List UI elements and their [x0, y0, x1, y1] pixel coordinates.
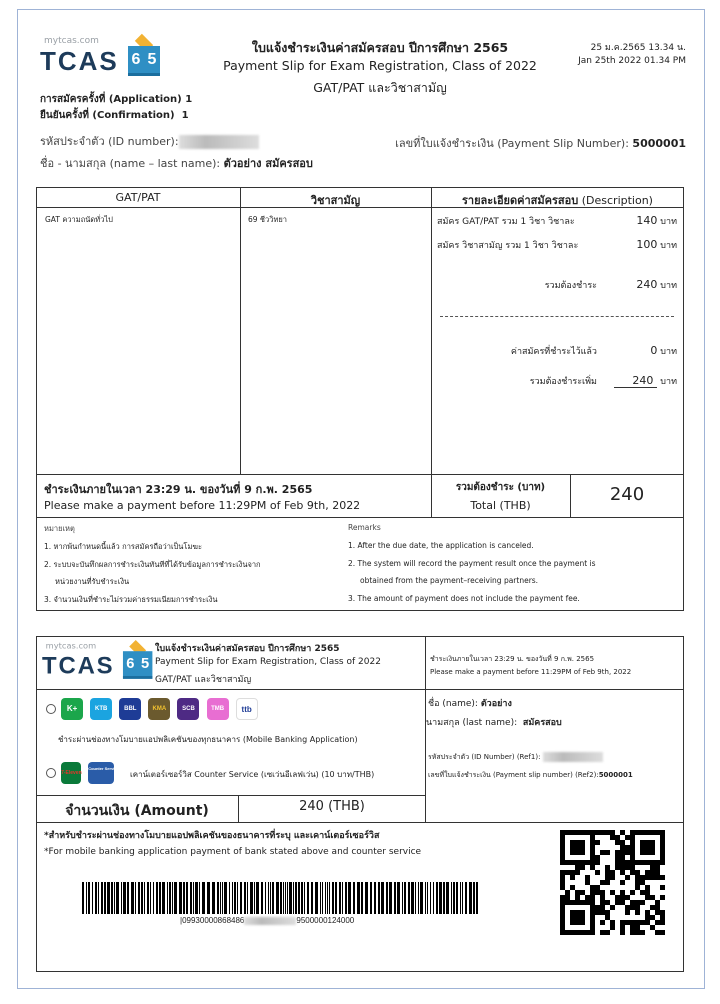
- barcode-bar: [381, 882, 384, 914]
- logo-text: TCAS: [40, 46, 119, 76]
- barcode-bar: [415, 882, 416, 914]
- barcode-bar: [460, 882, 461, 914]
- application-count: การสมัครครั้งที่ (Application) 1: [40, 94, 193, 105]
- barcode-bar: [427, 882, 428, 914]
- barcode-bar: [114, 882, 115, 914]
- barcode-bar: [162, 882, 165, 914]
- barcode-bar: [327, 882, 328, 914]
- remark-th-3: 3. จำนวนเงินที่ชำระไม่รวมค่าธรรมเนียมการชำระเงิน: [44, 595, 218, 604]
- desc-line-saman: สมัคร วิชาสามัญ รวม 1 วิชา วิชาละ 100 บาท: [437, 238, 677, 251]
- barcode-bar: [462, 882, 463, 914]
- slip-deadline-th: ชำระเงินภายในเวลา 23:29 น. ของวันที่ 9 ก.พ. 2565: [430, 655, 595, 663]
- barcode-bar: [287, 882, 288, 914]
- barcode-bar: [212, 882, 215, 914]
- barcode-bar: [101, 882, 103, 914]
- slip-lastname: นามสกุล (last name): สมัครสอบ: [426, 718, 562, 728]
- tcas-logo: [40, 36, 160, 88]
- barcode-bar: [193, 882, 194, 914]
- mobile-banking-label: ชำระผ่านช่องทางโมบายแอปพลิเคชันของทุกธนาคาร (Mobile Banking Application): [58, 735, 358, 744]
- barcode-bar: [82, 882, 84, 914]
- barcode-bar: [272, 882, 274, 914]
- divider-dashed: [440, 316, 674, 317]
- barcode-bar: [315, 882, 318, 914]
- amount-value: 240 (THB): [299, 799, 365, 814]
- barcode-bar: [389, 882, 392, 914]
- barcode-bar: [217, 882, 219, 914]
- remark-en-1: 1. After the due date, the application is canceled.: [348, 541, 534, 550]
- barcode-bar: [451, 882, 452, 914]
- krungsri-logo-icon: KMA: [148, 698, 170, 720]
- counter-service-label: เคาน์เตอร์เซอร์วิส Counter Service (เซเว่นอีเลฟเว่น) (10 บาท/THB): [130, 770, 375, 779]
- title-th: ใบแจ้งชำระเงินค่าสมัครสอบ ปีการศึกษา 2565: [251, 40, 509, 55]
- barcode-bar: [394, 882, 396, 914]
- barcode-bar: [332, 882, 334, 914]
- barcode-bar: [234, 882, 236, 914]
- confirmation-count: ยืนยันครั้งที่ (Confirmation) 1: [40, 110, 189, 121]
- qr-module: [660, 930, 665, 935]
- barcode-bar: [293, 882, 294, 914]
- barcode-bar: [289, 882, 292, 914]
- mobile-banking-radio[interactable]: [46, 704, 56, 714]
- barcode-bar: [404, 882, 406, 914]
- slip-title-en: Payment Slip for Exam Registration, Class of 2022: [155, 657, 381, 667]
- barcode-bar: [254, 882, 255, 914]
- mobile-banking-option[interactable]: [46, 698, 260, 720]
- barcode-bar: [169, 882, 171, 914]
- barcode-bar: [261, 882, 263, 914]
- barcode-bar: [345, 882, 347, 914]
- barcode-bar: [430, 882, 431, 914]
- barcode-bar: [202, 882, 205, 914]
- deadline-th: ชำระเงินภายในเวลา 23:29 น. ของวันที่ 9 ก.พ. 2565: [44, 483, 313, 496]
- barcode-bar: [159, 882, 161, 914]
- barcode-bar: [295, 882, 297, 914]
- barcode-bar: [402, 882, 403, 914]
- barcode-bar: [420, 882, 423, 914]
- barcode-text: |09930000868486 9500000124000: [180, 916, 355, 925]
- slip-ref1: รหัสประจำตัว (ID Number) (Ref1):: [428, 752, 603, 763]
- barcode-bar: [256, 882, 259, 914]
- barcode-bar: [443, 882, 445, 914]
- barcode-bar: [353, 882, 355, 914]
- barcode-bar: [361, 882, 363, 914]
- barcode-bar: [95, 882, 97, 914]
- title-en: Payment Slip for Exam Registration, Class of 2022: [223, 58, 537, 73]
- ttb-logo-icon: ttb: [236, 698, 258, 720]
- date-en: Jan 25th 2022 01.34 PM: [578, 56, 686, 66]
- barcode-bar: [335, 882, 337, 914]
- barcode-bar: [307, 882, 309, 914]
- remark-en-3: 3. The amount of payment does not include the payment fee.: [348, 594, 580, 603]
- barcode-bar: [325, 882, 326, 914]
- barcode-bar: [121, 882, 122, 914]
- slip-title-th: ใบแจ้งชำระเงินค่าสมัครสอบ ปีการศึกษา 2565: [155, 644, 340, 654]
- barcode-bar: [408, 882, 410, 914]
- slip-logo-book-icon: 6 5: [123, 651, 152, 679]
- applicant-name: ชื่อ - นามสกุล (name – last name): ตัวอย่าง สมัครสอบ: [40, 157, 313, 170]
- remark-en-2: 2. The system will record the payment result once the payment is: [348, 559, 596, 568]
- barcode-bar: [116, 882, 119, 914]
- barcode-bar: [357, 882, 360, 914]
- barcode-bar: [473, 882, 475, 914]
- barcode-bar: [298, 882, 300, 914]
- payment-qr-code: [560, 830, 665, 935]
- barcode-bar: [244, 882, 246, 914]
- barcode-bar: [179, 882, 182, 914]
- slip-deadline-en: Please make a payment before 11:29PM of Feb 9th, 2022: [430, 668, 632, 676]
- bbl-logo-icon: BBL: [119, 698, 141, 720]
- barcode-bar: [456, 882, 458, 914]
- barcode-bar: [280, 882, 282, 914]
- barcode-bar: [195, 882, 198, 914]
- barcode-bar: [220, 882, 221, 914]
- barcode-bar: [98, 882, 99, 914]
- saman-item: 69 ชีววิทยา: [248, 215, 287, 224]
- seven-eleven-logo-icon: 7-Eleven: [61, 762, 81, 784]
- total-label-th: รวมต้องชำระ (บาท): [455, 482, 546, 493]
- barcode-bar: [237, 882, 238, 914]
- total-value: 240: [609, 484, 645, 505]
- barcode-bar: [320, 882, 321, 914]
- barcode-bar: [433, 882, 434, 914]
- barcode-bar: [144, 882, 145, 914]
- barcode-bar: [127, 882, 129, 914]
- payment-slip-number: เลขที่ใบแจ้งชำระเงิน (Payment Slip Number): 5000001: [395, 137, 686, 150]
- barcode-bar: [107, 882, 110, 914]
- slip-tcas-logo: mytcas.com TCAS 6 5: [42, 642, 152, 690]
- barcode-bar: [86, 882, 87, 914]
- kbank-logo-icon: K+: [61, 698, 83, 720]
- barcode-bar: [104, 882, 106, 914]
- gatpat-item: GAT ความถนัดทั่วไป: [45, 215, 113, 224]
- col-description-header: รายละเอียดค่าสมัครสอบ (Description): [462, 194, 653, 207]
- barcode-redacted: [244, 917, 296, 925]
- barcode-bar: [156, 882, 158, 914]
- barcode-bar: [240, 882, 242, 914]
- counter-service-radio[interactable]: [46, 768, 56, 778]
- barcode-bar: [304, 882, 305, 914]
- remarks-th-title: หมายเหตุ: [44, 524, 75, 533]
- id-number: รหัสประจำตัว (ID number):: [40, 132, 259, 150]
- barcode-bar: [265, 882, 266, 914]
- barcode-bar: [199, 882, 200, 914]
- ref1-redacted: [543, 752, 603, 762]
- slip-name: ชื่อ (name): ตัวอย่าง: [428, 699, 512, 709]
- barcode-bar: [329, 882, 330, 914]
- barcode-bar: [469, 882, 472, 914]
- barcode-bar: [268, 882, 269, 914]
- barcode-bar: [247, 882, 248, 914]
- barcode-bar: [111, 882, 113, 914]
- barcode-bar: [301, 882, 303, 914]
- amount-label: จำนวนเงิน (Amount): [65, 803, 209, 819]
- remark-th-1: 1. หากพ้นกำหนดนี้แล้ว การสมัครถือว่าเป็นโมฆะ: [44, 542, 202, 551]
- scb-logo-icon: SCB: [177, 698, 199, 720]
- deadline-en: Please make a payment before 11:29PM of Feb 9th, 2022: [44, 499, 361, 512]
- barcode-bar: [153, 882, 154, 914]
- barcode-bar: [348, 882, 351, 914]
- barcode-bar: [439, 882, 442, 914]
- logo-site: mytcas.com: [44, 36, 99, 46]
- barcode-bar: [186, 882, 188, 914]
- barcode-bar: [224, 882, 227, 914]
- date-th: 25 ม.ค.2565 13.34 น.: [590, 43, 686, 53]
- note-en: *For mobile banking application payment of bank stated above and counter service: [44, 847, 422, 857]
- barcode-bar: [172, 882, 173, 914]
- barcode-bar: [283, 882, 284, 914]
- barcode-bar: [207, 882, 210, 914]
- barcode-bar: [465, 882, 467, 914]
- barcode-bar: [386, 882, 388, 914]
- barcode-bar: [370, 882, 372, 914]
- id-number-redacted: [179, 135, 259, 149]
- desc-line-gatpat: สมัคร GAT/PAT รวม 1 วิชา วิชาละ 140 บาท: [437, 214, 677, 227]
- counter-service-logo-icon: Counter Service: [88, 762, 114, 784]
- barcode-bar: [150, 882, 151, 914]
- payment-barcode: [82, 882, 482, 914]
- total-label-en: Total (THB): [470, 499, 531, 512]
- barcode-bar: [174, 882, 177, 914]
- barcode-bar: [183, 882, 185, 914]
- slip-title-sub: GAT/PAT และวิชาสามัญ: [155, 675, 252, 685]
- barcode-bar: [374, 882, 376, 914]
- barcode-bar: [250, 882, 253, 914]
- barcode-bar: [138, 882, 140, 914]
- barcode-bar: [425, 882, 426, 914]
- barcode-bar: [222, 882, 223, 914]
- barcode-bar: [131, 882, 134, 914]
- barcode-bar: [453, 882, 455, 914]
- note-th: *สำหรับชำระผ่านช่องทางโมบายแอปพลิเคชันของธนาคารที่ระบุ และเคาน์เตอร์เซอร์วิส: [44, 831, 380, 841]
- barcode-bar: [418, 882, 419, 914]
- ktb-logo-icon: KTB: [90, 698, 112, 720]
- col-gatpat-header: GAT/PAT: [115, 191, 161, 204]
- barcode-bar: [446, 882, 449, 914]
- logo-book-icon: 6 5: [128, 46, 160, 76]
- title-sub: GAT/PAT และวิชาสามัญ: [313, 80, 447, 95]
- barcode-bar: [190, 882, 192, 914]
- barcode-bar: [342, 882, 343, 914]
- barcode-bar: [141, 882, 143, 914]
- tmb-logo-icon: TMB: [207, 698, 229, 720]
- barcode-bar: [276, 882, 279, 914]
- barcode-bar: [135, 882, 136, 914]
- barcode-bar: [123, 882, 126, 914]
- remark-th-2b: หน่วยงานที่รับชำระเงิน: [55, 577, 130, 586]
- barcode-bar: [147, 882, 149, 914]
- barcode-bar: [232, 882, 233, 914]
- remark-th-2: 2. ระบบจะบันทึกผลการชำระเงินทันทีที่ได้รับข้อมูลการชำระเงินจาก: [44, 560, 261, 569]
- barcode-bar: [339, 882, 341, 914]
- barcode-bar: [397, 882, 400, 914]
- barcode-bar: [378, 882, 380, 914]
- barcode-bar: [88, 882, 90, 914]
- counter-service-option[interactable]: [46, 762, 119, 784]
- barcode-bar: [365, 882, 368, 914]
- barcode-bar: [285, 882, 286, 914]
- barcode-bar: [229, 882, 230, 914]
- barcode-bar: [476, 882, 478, 914]
- barcode-bar: [411, 882, 414, 914]
- barcode-bar: [270, 882, 271, 914]
- barcode-bar: [167, 882, 168, 914]
- barcode-bar: [311, 882, 313, 914]
- remark-en-2b: obtained from the payment–receiving partners.: [360, 576, 539, 585]
- slip-ref2: เลขที่ใบแจ้งชำระเงิน (Payment slip number) (Ref2):5000001: [428, 771, 633, 779]
- col-saman-header: วิชาสามัญ: [310, 194, 361, 207]
- barcode-bar: [92, 882, 93, 914]
- barcode-bar: [436, 882, 438, 914]
- barcode-bar: [322, 882, 323, 914]
- remarks-en-title: Remarks: [348, 523, 381, 532]
